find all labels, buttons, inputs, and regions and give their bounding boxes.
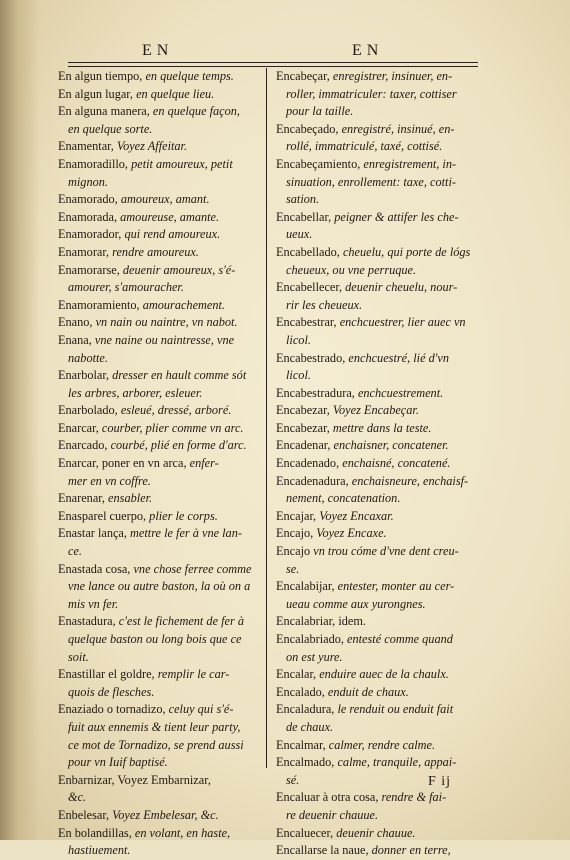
entry-line xyxy=(276,156,478,174)
definition: enduire auec de la chaulx. xyxy=(319,667,449,682)
signature-mark: F ij xyxy=(428,774,452,789)
definition: rollé, immatriculé, taxé, cottisé. xyxy=(286,139,443,154)
entry-line xyxy=(58,437,258,455)
definition: ce mot de Tornadizo, se prend aussi xyxy=(68,737,244,752)
definition: Voyez Encaxe. xyxy=(316,526,387,541)
definition: enchcuestré, lié d'vn xyxy=(348,350,450,365)
header-rule xyxy=(68,62,478,63)
definition: ueux. xyxy=(286,227,313,242)
entry-line xyxy=(58,754,258,772)
definition: hastiuement. xyxy=(68,843,131,858)
definition: pour vn Iuif baptisé. xyxy=(68,755,168,770)
headword: Encabestrar, xyxy=(276,315,337,330)
definition: esleué, dressé, arboré. xyxy=(120,403,232,418)
definition: entesté comme quand xyxy=(347,632,453,646)
entry-line xyxy=(276,297,478,315)
headword: Enamorador, xyxy=(58,227,122,242)
headword: Enarcado, xyxy=(58,438,108,453)
headword: Enastillar el goldre, xyxy=(58,667,155,682)
entry-line xyxy=(58,420,258,438)
entry-line xyxy=(58,314,258,332)
headword: Enastadura, xyxy=(58,614,116,629)
entry-line xyxy=(276,437,478,455)
definition: enduit de chaux. xyxy=(327,684,409,699)
entry-line xyxy=(276,420,478,438)
book-gutter-shadow xyxy=(0,0,40,840)
definition: nabotte. xyxy=(68,350,108,365)
headword: Enamentar, xyxy=(58,139,114,154)
entry-line xyxy=(58,543,258,561)
entry-line xyxy=(276,525,478,543)
definition: calme, tranquile, appai- xyxy=(337,755,457,770)
definition: quelque baston ou long bois que ce xyxy=(68,632,242,646)
entry-line xyxy=(276,473,478,491)
headword: En algun lugar, xyxy=(58,86,133,101)
headword: Encalmado, xyxy=(276,755,335,770)
headword: Encalabriar, idem. xyxy=(276,614,366,629)
definition: courber, plier comme vn arc. xyxy=(101,420,244,435)
entry-line xyxy=(276,226,478,244)
definition: amourer, s'amouracher. xyxy=(68,280,184,295)
entry-line xyxy=(58,156,258,174)
headword: Encabellecer, xyxy=(276,280,343,295)
entry-line xyxy=(58,332,258,350)
definition: enfer- xyxy=(189,456,219,471)
headword: Enastada cosa, xyxy=(58,561,131,576)
entry-line xyxy=(276,262,478,280)
definition: mettre le fer à vne lan- xyxy=(130,526,242,541)
headword: Enarbolado, xyxy=(58,403,118,418)
headword: Enarenar, xyxy=(58,491,105,506)
entry-line xyxy=(276,825,478,843)
definition: mettre dans la teste. xyxy=(332,420,432,435)
definition: mer en vn coffre. xyxy=(68,473,151,488)
entry-line xyxy=(58,807,258,825)
entry-line xyxy=(58,684,258,702)
column-divider xyxy=(266,68,267,768)
entry-line xyxy=(58,490,258,508)
definition: remplir le car- xyxy=(157,667,230,682)
entry-line xyxy=(58,613,258,631)
entry-line xyxy=(58,596,258,614)
definition: enchcuestrement. xyxy=(357,385,444,400)
entry-line xyxy=(276,455,478,473)
headword: Encabezar, xyxy=(276,403,330,418)
definition: en quelque temps. xyxy=(145,69,234,83)
entry-line xyxy=(58,174,258,192)
headword: Encajar, xyxy=(276,508,317,523)
entry-line xyxy=(276,596,478,614)
definition: en quelque sorte. xyxy=(68,121,153,136)
definition: deuenir amoureux, s'é- xyxy=(122,262,236,277)
definition: Voyez Encaxar. xyxy=(319,508,394,523)
entry-line xyxy=(58,367,258,385)
definition: &c. xyxy=(68,790,87,805)
definition: le renduit ou enduit fait xyxy=(337,702,454,717)
definition: vne naine ou naintresse, vne xyxy=(94,332,235,347)
running-header xyxy=(68,40,478,62)
entry-line xyxy=(276,807,478,825)
left-column xyxy=(58,68,258,858)
definition: c'est le fichement de fer à xyxy=(118,614,244,629)
definition: mignon. xyxy=(68,174,108,189)
definition: enchcuestrer, lier auec vn xyxy=(339,315,466,330)
entry-line xyxy=(58,525,258,543)
entry-line xyxy=(58,578,258,596)
entry-line xyxy=(276,209,478,227)
headword: Encalabijar, xyxy=(276,579,335,594)
definition: en quelque façon, xyxy=(152,104,240,119)
entry-line xyxy=(276,666,478,684)
entry-line xyxy=(58,279,258,297)
definition: deuenir chauue. xyxy=(336,825,416,840)
headword: Enano, xyxy=(58,315,93,330)
definition: se. xyxy=(286,561,300,576)
definition: rendre amoureux. xyxy=(112,244,199,259)
entry-line xyxy=(58,825,258,843)
entry-line xyxy=(276,613,478,631)
headword: En algun tiempo, xyxy=(58,69,143,83)
headword: Encaluecer, xyxy=(276,825,334,840)
entry-line xyxy=(58,631,258,649)
definition: entester, monter au cer- xyxy=(337,579,455,594)
definition: mis vn fer. xyxy=(68,596,119,611)
entry-line xyxy=(58,455,258,473)
definition: soit. xyxy=(68,649,89,664)
entry-line xyxy=(276,174,478,192)
entry-line xyxy=(58,649,258,667)
entry-line xyxy=(276,684,478,702)
headword: Encadenadura, xyxy=(276,473,349,488)
headword: Enastar lança, xyxy=(58,526,127,541)
entry-line xyxy=(58,226,258,244)
entry-line xyxy=(58,666,258,684)
definition: courbé, plié en forme d'arc. xyxy=(110,438,247,453)
entry-line xyxy=(58,209,258,227)
entry-line xyxy=(58,473,258,491)
entry-line xyxy=(276,754,478,772)
entry-line xyxy=(58,402,258,420)
definition: calmer, rendre calme. xyxy=(328,737,436,752)
entry-line xyxy=(58,842,258,860)
entry-line xyxy=(58,138,258,156)
definition: quois de flesches. xyxy=(68,684,155,699)
entry-line xyxy=(276,631,478,649)
entry-line xyxy=(276,279,478,297)
definition: rir les cheueux. xyxy=(286,297,363,312)
definition: petit amoureux, petit xyxy=(131,156,233,171)
headword: Encabezar, xyxy=(276,420,330,435)
definition: amourachement. xyxy=(142,297,226,312)
headword: Enamoramiento, xyxy=(58,297,140,312)
entry-line xyxy=(276,68,478,86)
definition: vne chose ferree comme xyxy=(133,561,252,576)
headword: Encabestrado, xyxy=(276,350,346,365)
definition: vne lance ou autre baston, la où on a xyxy=(68,579,251,594)
definition: en quelque lieu. xyxy=(136,86,215,101)
definition: amoureuse, amante. xyxy=(120,209,220,224)
entry-line xyxy=(58,561,258,579)
definition: nement, concatenation. xyxy=(286,491,401,506)
headword: En alguna manera, xyxy=(58,104,150,119)
entry-line xyxy=(276,86,478,104)
entry-line xyxy=(58,508,258,526)
headword: Enamorar, xyxy=(58,244,110,259)
entry-line xyxy=(58,103,258,121)
definition: re deuenir chauue. xyxy=(286,807,379,822)
definition: donner en terre, xyxy=(371,843,451,858)
entry-line xyxy=(276,367,478,385)
definition: plier le corps. xyxy=(149,508,218,523)
headword: Enbelesar, xyxy=(58,807,110,822)
entry-line xyxy=(276,191,478,209)
definition: cheueux, ou vne perruque. xyxy=(286,262,417,277)
headword: Enarbolar, xyxy=(58,368,110,383)
headword: En bolandillas, xyxy=(58,825,132,840)
definition: enchaisneure, enchaisf- xyxy=(351,473,469,488)
entry-line xyxy=(58,297,258,315)
definition: sation. xyxy=(286,192,320,207)
headword: Encabeçamiento, xyxy=(276,156,361,171)
entry-line xyxy=(58,68,258,86)
entry-line xyxy=(58,385,258,403)
headword: Encadenar, xyxy=(276,438,331,453)
headword: Encalmar, xyxy=(276,737,326,752)
entry-line xyxy=(58,789,258,807)
headword: Encabeçar, xyxy=(276,69,330,83)
headword: Encalado, xyxy=(276,684,325,699)
entry-line xyxy=(58,719,258,737)
headword: Encalar, xyxy=(276,667,317,682)
headword: Encabellado, xyxy=(276,244,340,259)
headword: Encajo xyxy=(276,544,311,559)
headword: Encallarse la naue, xyxy=(276,843,369,858)
definition: peigner & attifer les che- xyxy=(334,209,459,224)
entry-line xyxy=(276,719,478,737)
header-left: EN xyxy=(142,42,174,59)
definition: rendre & fai- xyxy=(381,790,447,805)
entry-line xyxy=(58,262,258,280)
entry-line xyxy=(276,138,478,156)
headword: Enamorada, xyxy=(58,209,118,224)
headword: Enbarnizar, Voyez Embarnizar, xyxy=(58,772,211,787)
definition: enchaisné, concatené. xyxy=(342,456,451,471)
entry-line xyxy=(276,121,478,139)
entry-line xyxy=(58,701,258,719)
entry-line xyxy=(276,103,478,121)
definition: enregistrement, in- xyxy=(363,156,457,171)
definition: licol. xyxy=(286,332,311,347)
definition: enregistré, insinué, en- xyxy=(341,121,455,136)
entry-line xyxy=(58,86,258,104)
headword: Encadenado, xyxy=(276,456,340,471)
headword: Enaziado o tornadizo, xyxy=(58,702,166,717)
entry-line xyxy=(58,737,258,755)
definition: celuy qui s'é- xyxy=(168,702,234,717)
headword: Enarcar, xyxy=(58,420,99,435)
entry-line xyxy=(58,772,258,790)
definition: Voyez Affeitar. xyxy=(116,139,188,154)
definition: amoureux, amant. xyxy=(120,192,210,207)
definition: les arbres, arborer, esleuer. xyxy=(68,385,203,400)
entry-line xyxy=(276,332,478,350)
entry-line xyxy=(276,350,478,368)
header-rule-thin xyxy=(68,66,478,67)
headword: Encaluar à otra cosa, xyxy=(276,790,379,805)
definition: ueau comme aux yurongnes. xyxy=(286,596,426,611)
headword: Encabeçado, xyxy=(276,121,339,136)
definition: fuit aux ennemis & tient leur party, xyxy=(68,719,241,734)
headword: Enasparel cuerpo, xyxy=(58,508,147,523)
definition: Voyez Encabeçar. xyxy=(332,403,419,418)
definition: dresser en hault comme sót xyxy=(112,368,247,383)
definition: ensabler. xyxy=(108,491,153,506)
definition: licol. xyxy=(286,368,311,383)
entry-line xyxy=(58,121,258,139)
definition: pour la taille. xyxy=(286,104,354,119)
definition: sé. xyxy=(286,772,300,787)
entry-line xyxy=(276,490,478,508)
definition: sinuation, enrollement: taxe, cotti- xyxy=(286,174,456,189)
definition: en volant, en haste, xyxy=(134,825,231,840)
entry-line xyxy=(58,191,258,209)
entry-line xyxy=(276,402,478,420)
definition: roller, immatriculer: taxer, cottiser xyxy=(286,86,457,101)
definition: on est yure. xyxy=(286,649,343,664)
entry-line xyxy=(276,314,478,332)
headword: Encalabriado, xyxy=(276,632,344,646)
header-right: EN xyxy=(352,42,384,59)
definition: cheuelu, qui porte de lógs xyxy=(342,244,471,259)
headword: Enarcar, poner en vn arca, xyxy=(58,456,187,471)
definition: vn trou cóme d'vne dent creu- xyxy=(313,544,459,559)
definition: vn nain ou naintre, vn nabot. xyxy=(95,315,238,330)
entry-line xyxy=(276,737,478,755)
entry-line xyxy=(58,244,258,262)
definition: enregistrer, insinuer, en- xyxy=(332,69,453,83)
headword: Enamoradillo, xyxy=(58,156,129,171)
definition: enchaisner, concatener. xyxy=(333,438,449,453)
entry-line xyxy=(58,350,258,368)
definition: qui rend amoureux. xyxy=(124,227,221,242)
headword: Enamorado, xyxy=(58,192,118,207)
entry-line xyxy=(276,649,478,667)
headword: Encabestradura, xyxy=(276,385,355,400)
entry-line xyxy=(276,701,478,719)
definition: deuenir cheuelu, nour- xyxy=(345,280,458,295)
entry-line xyxy=(276,244,478,262)
entry-line xyxy=(276,578,478,596)
definition: de chaux. xyxy=(286,719,334,734)
headword: Enamorarse, xyxy=(58,262,120,277)
headword: Encaladura, xyxy=(276,702,335,717)
entry-line xyxy=(276,561,478,579)
headword: Encajo, xyxy=(276,526,314,541)
entry-line xyxy=(276,508,478,526)
entry-line xyxy=(276,543,478,561)
entry-line xyxy=(276,842,478,860)
definition: Voyez Embelesar, &c. xyxy=(112,807,219,822)
headword: Enana, xyxy=(58,332,92,347)
headword: Encabellar, xyxy=(276,209,332,224)
entry-line xyxy=(276,789,478,807)
definition: ce. xyxy=(68,544,82,559)
entry-line xyxy=(276,385,478,403)
